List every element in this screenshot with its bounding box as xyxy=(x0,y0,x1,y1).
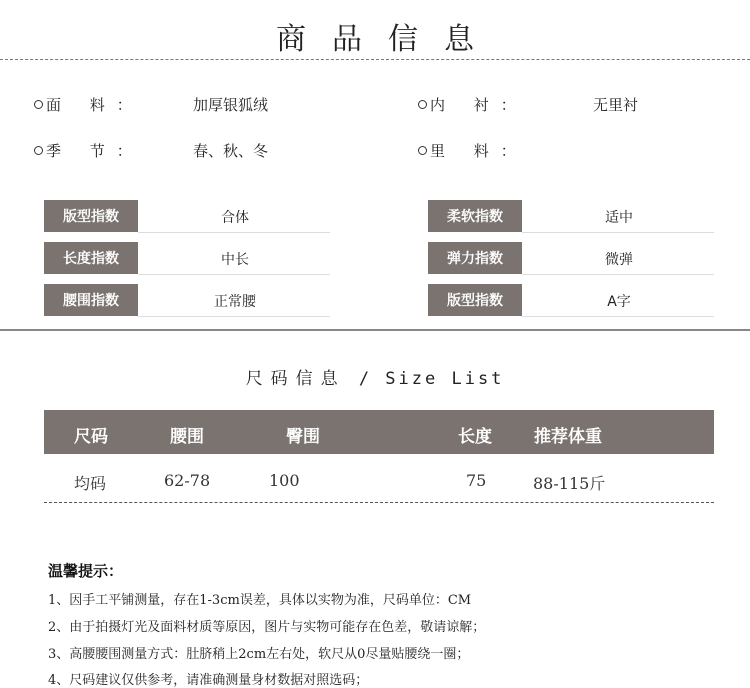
index-underline xyxy=(138,316,330,317)
info-value: 春、秋、冬 xyxy=(193,142,269,160)
tip-item: 2、由于拍摄灯光及面料材质等原因，图片与实物可能存在色差，敬请谅解； xyxy=(48,620,486,635)
size-section-title xyxy=(0,364,750,389)
info-label: 面 料： xyxy=(46,96,144,114)
cell-hip: 100 xyxy=(269,471,300,490)
bullet-circle-icon xyxy=(418,100,427,109)
size-title-sep: / xyxy=(345,369,386,389)
title-divider xyxy=(0,59,750,60)
bullet-circle-icon xyxy=(418,146,427,155)
index-label: 长度指数 xyxy=(44,242,138,274)
table-bottom-divider xyxy=(44,502,714,503)
size-title-cn: 尺码信息 xyxy=(245,369,346,389)
header-hip: 臀围 xyxy=(286,427,320,447)
index-underline xyxy=(522,232,714,233)
index-value: A字 xyxy=(607,294,631,310)
index-value: 适中 xyxy=(605,210,633,226)
info-fabric xyxy=(34,94,144,115)
info-value: 无里衬 xyxy=(593,96,639,114)
header-length: 长度 xyxy=(458,427,492,447)
info-value: 加厚银狐绒 xyxy=(193,96,269,114)
size-table-header xyxy=(44,410,714,454)
cell-size: 均码 xyxy=(74,474,107,493)
info-label: 内 衬： xyxy=(430,96,528,114)
bullet-circle-icon xyxy=(34,100,43,109)
index-underline xyxy=(138,232,330,233)
info-label: 季 节： xyxy=(46,142,144,160)
info-label: 里 料： xyxy=(430,142,528,160)
size-title-en: Size List xyxy=(385,369,505,389)
tips-title: 温馨提示： xyxy=(48,562,124,580)
index-label: 版型指数 xyxy=(44,200,138,232)
index-label: 腰围指数 xyxy=(44,284,138,316)
bullet-circle-icon xyxy=(34,146,43,155)
index-underline xyxy=(138,274,330,275)
page-title: 商品信息 xyxy=(276,22,500,57)
tip-item: 3、高腰腰围测量方式：肚脐稍上2cm左右处，软尺从0尽量贴腰绕一圈； xyxy=(48,647,470,662)
index-value: 中长 xyxy=(221,252,249,268)
index-label: 版型指数 xyxy=(428,284,522,316)
info-lining xyxy=(418,94,528,115)
index-value: 微弹 xyxy=(605,252,633,268)
cell-length: 75 xyxy=(466,471,487,490)
cell-waist: 62-78 xyxy=(164,471,211,490)
index-label: 柔软指数 xyxy=(428,200,522,232)
info-season xyxy=(34,140,144,161)
index-underline xyxy=(522,274,714,275)
info-inner xyxy=(418,140,528,161)
index-value: 合体 xyxy=(221,210,249,226)
header-size: 尺码 xyxy=(74,427,108,447)
index-underline xyxy=(522,316,714,317)
tip-item: 4、尺码建议仅供参考，请准确测量身材数据对照选码； xyxy=(48,673,369,688)
header-waist: 腰围 xyxy=(170,427,204,447)
index-value: 正常腰 xyxy=(214,294,256,310)
tip-item: 1、因手工平铺测量，存在1-3cm误差，具体以实物为准，尺码单位：CM xyxy=(48,593,472,608)
index-label: 弹力指数 xyxy=(428,242,522,274)
section-divider xyxy=(0,329,750,331)
header-weight: 推荐体重 xyxy=(534,427,602,447)
cell-weight: 88-115斤 xyxy=(533,474,606,493)
